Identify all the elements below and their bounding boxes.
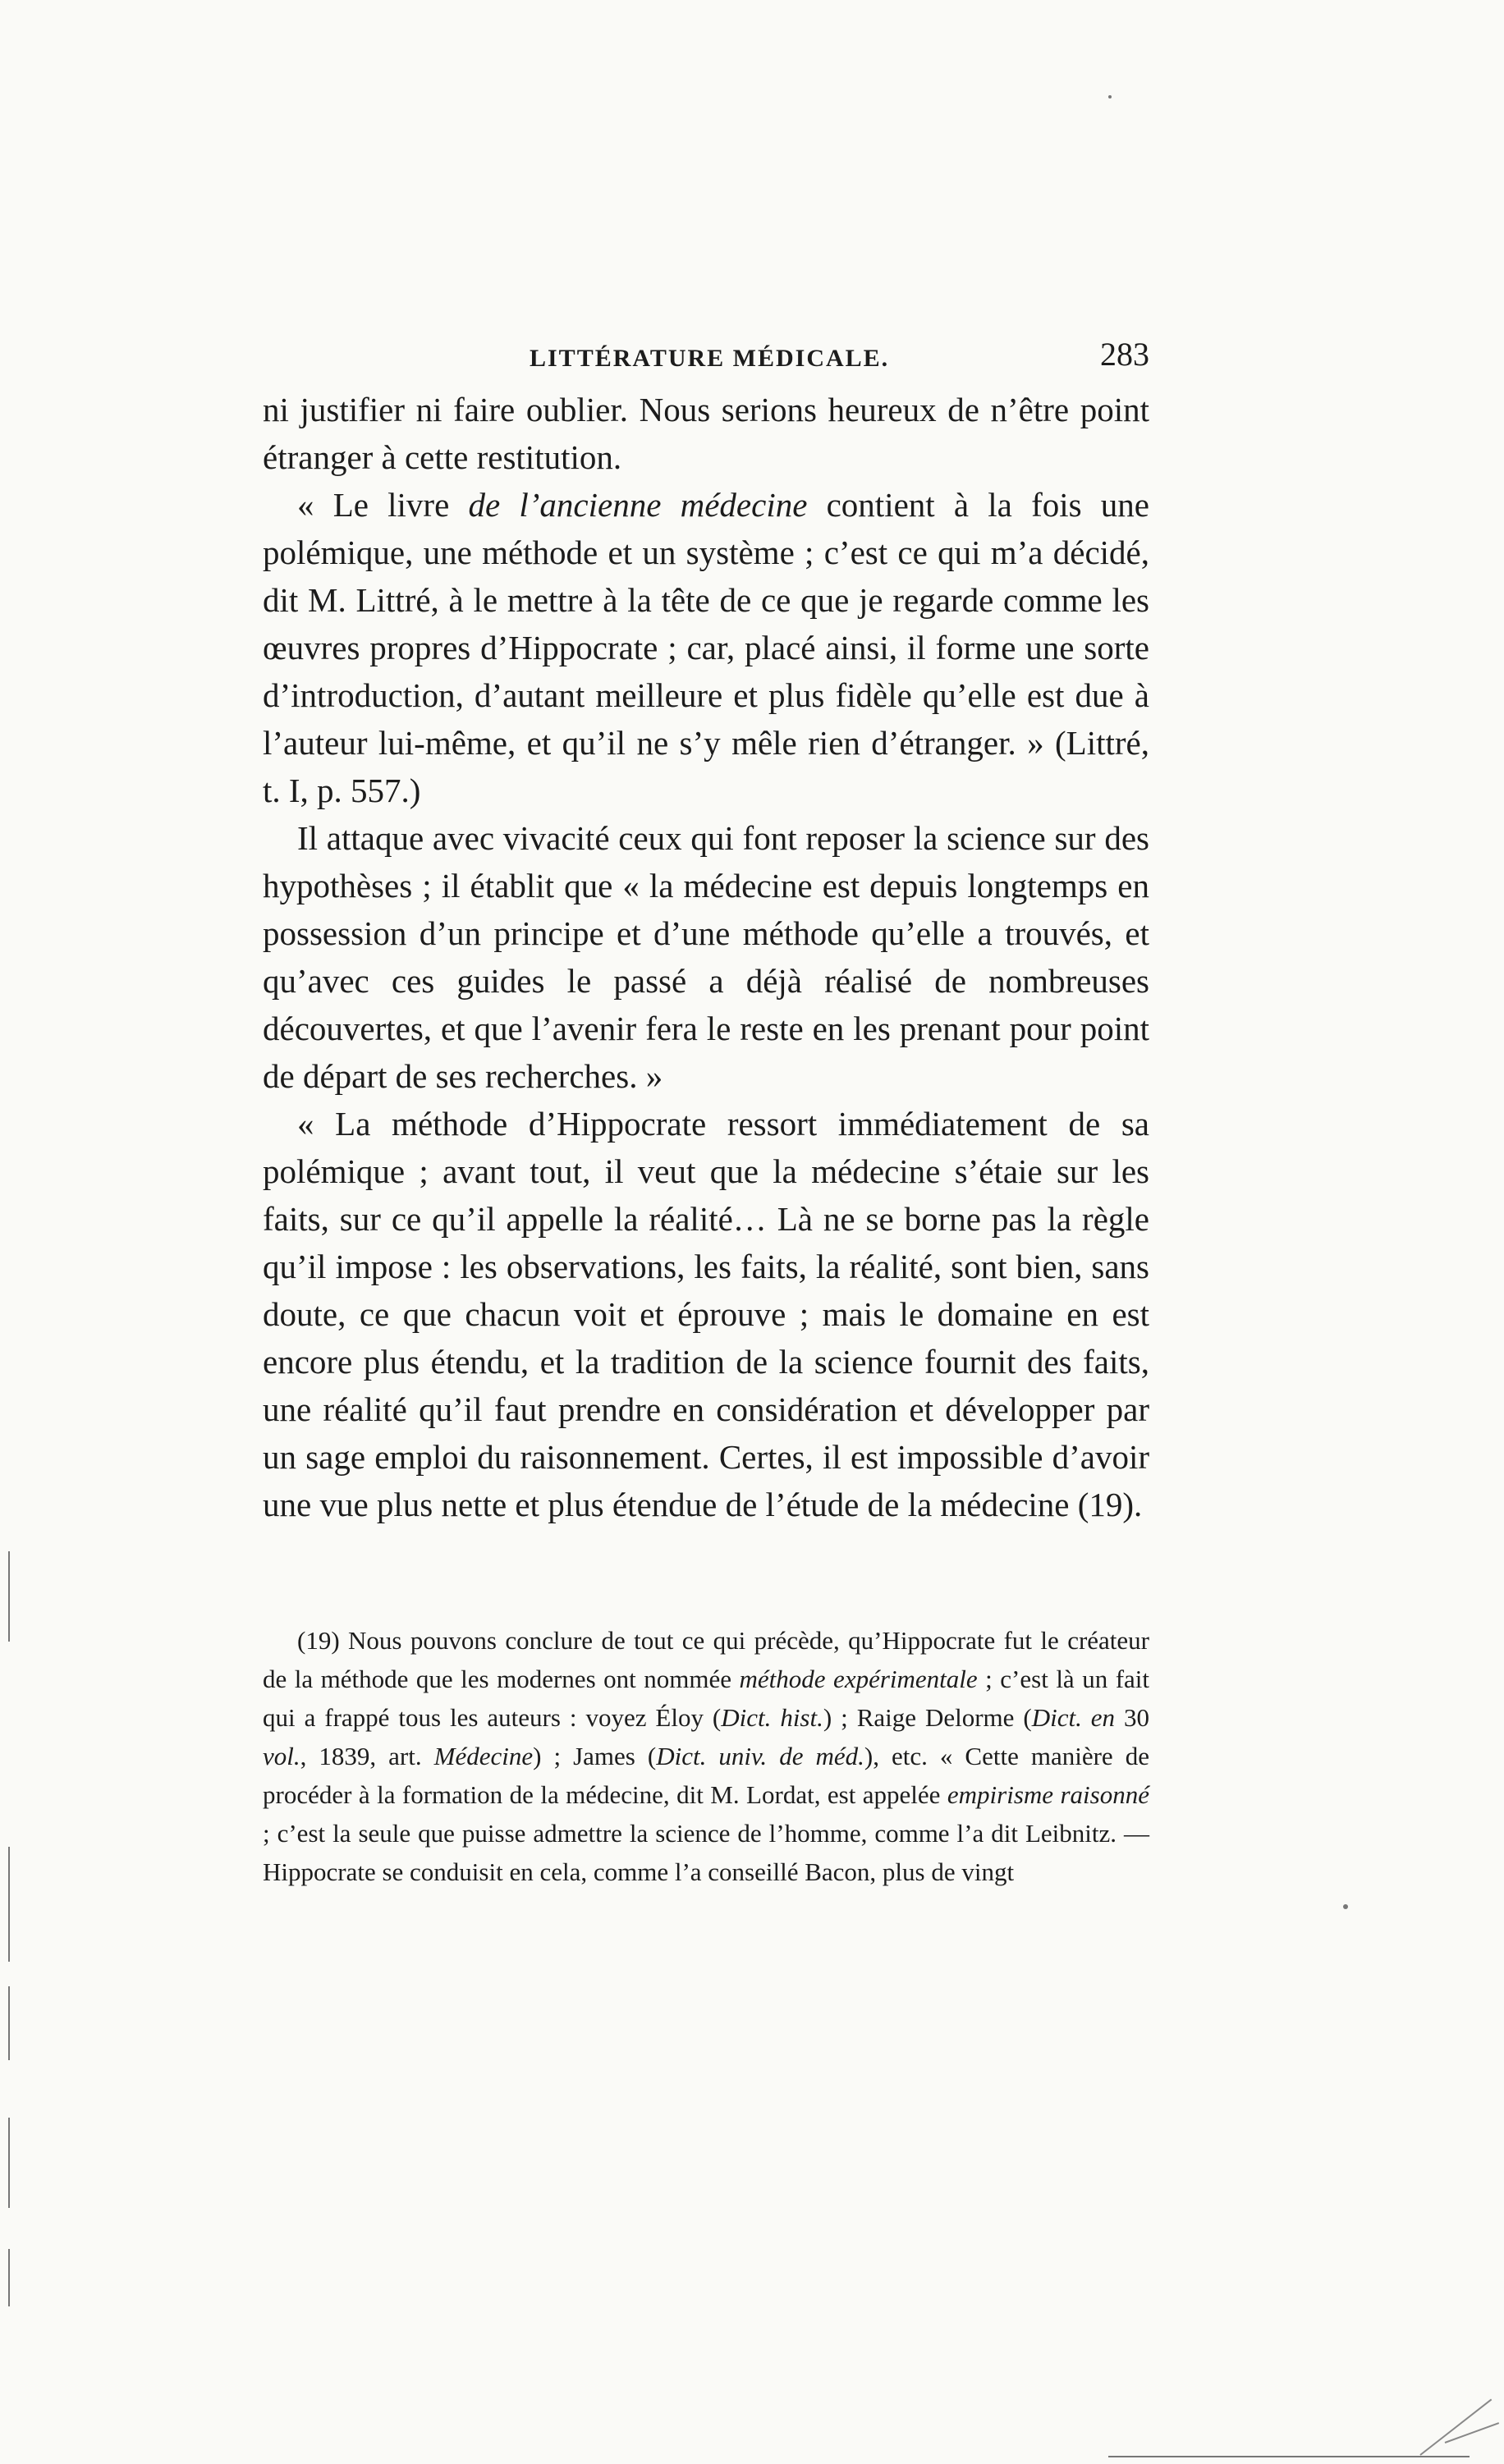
footnote-italic: Médecine — [433, 1742, 534, 1770]
scan-dot — [1108, 95, 1112, 98]
paragraph-3: Il attaque avec vivacité ceux qui font reposer la science sur des hypothèses ; il établit que « la médecine est depuis longtemps en possession d’un principe et d’une méthode qu’elle a trouvés, et qu’avec ces guides le passé a déjà réalisé de nombreuses découvertes, et que l’avenir fera le reste en les prenant pour point de départ de ses recherches. » — [263, 819, 1149, 1095]
scan-corner-stroke — [1419, 2398, 1492, 2455]
running-title: LITTÉRATURE MÉDICALE. — [530, 345, 890, 372]
paragraph-2 — [263, 481, 1149, 814]
footnote-text: ) ; Raige Delorme ( — [823, 1703, 1032, 1732]
footnote-text: ), etc. « Cette manière de procéder à la formation de la médecine, dit M. Lordat, est appelée — [263, 1742, 1149, 1809]
scan-dot — [1343, 1904, 1348, 1909]
paragraph-2-rest: contient à la fois une polémique, une méthode et un système ; c’est ce qui m’a décidé, dit M. Littré, à le mettre à la tête de ce que je regarde comme les œuvres propres d’Hippocrate ; car, placé ainsi, il forme une sorte d’introduction, d’autant meilleure et plus fidèle qu’elle est due à l’auteur lui-même, et qu’il ne s’y mêle rien d’étranger. » (Littré, t. I, p. 557.) — [263, 486, 1149, 809]
paragraph-2-start: « Le livre — [297, 486, 469, 524]
footnote-text: 30 — [1115, 1703, 1150, 1732]
scan-corner-stroke — [1445, 2422, 1499, 2443]
scan-margin-mark — [8, 1551, 10, 1642]
scan-margin-mark — [8, 1847, 10, 1962]
footnote-section — [263, 1621, 1149, 1891]
paragraph-4: « La méthode d’Hippocrate ressort immédiatement de sa polémique ; avant tout, il veut que la médecine s’étaie sur les faits, sur ce qu’il appelle la réalité… Là ne se borne pas la règle qu’il impose : les observations, les faits, la réalité, sont bien, sans doute, ce que chacun voit et éprouve ; mais le domaine en est encore plus étendu, et la tradition de la science fournit des faits, une réalité qu’il faut prendre en considération et développer par un sage emploi du raisonnement. Certes, il est impossible d’avoir une vue plus nette et plus étendue de l’étude de la médecine (19). — [263, 1105, 1149, 1523]
footnote-italic: Dict. hist. — [721, 1703, 823, 1732]
footnote-italic: empirisme raisonné — [947, 1780, 1149, 1809]
running-header — [263, 335, 1149, 376]
main-text — [263, 386, 1149, 1528]
footnote-text: ; c’est la seule que puisse admettre la science de l’homme, comme l’a dit Leibnitz. — Hippocrate se conduisit en cela, comme l’a conseillé Bacon, plus de vingt — [263, 1819, 1149, 1886]
footnote-text: , 1839, art. — [300, 1742, 434, 1770]
footnote-19 — [263, 1621, 1149, 1891]
footnote-text: (19) Nous pouvons conclure de tout ce qui précède, qu’Hippocrate fut le créateur de la méthode que les modernes ont nommée — [263, 1626, 1149, 1693]
scan-margin-mark — [8, 2249, 10, 2306]
footnote-text: ) ; James ( — [533, 1742, 657, 1770]
page-number: 283 — [1100, 336, 1149, 373]
footnote-italic: Dict. en — [1031, 1703, 1116, 1732]
paragraph-1: ni justifier ni faire oublier. Nous serions heureux de n’être point étranger à cette restitution. — [263, 391, 1149, 476]
scan-bottom-line — [1108, 2456, 1470, 2457]
scan-margin-mark — [8, 1986, 10, 2060]
footnote-italic: Dict. univ. de méd. — [656, 1742, 864, 1770]
footnote-text: ; c’est là un fait qui a frappé tous les auteurs : voyez Éloy ( — [263, 1665, 1150, 1732]
footnote-italic: vol. — [263, 1742, 300, 1770]
scan-margin-mark — [8, 2118, 10, 2208]
book-title-italic: de l’ancienne médecine — [468, 486, 808, 524]
footnote-italic: méthode expérimentale — [739, 1665, 978, 1693]
